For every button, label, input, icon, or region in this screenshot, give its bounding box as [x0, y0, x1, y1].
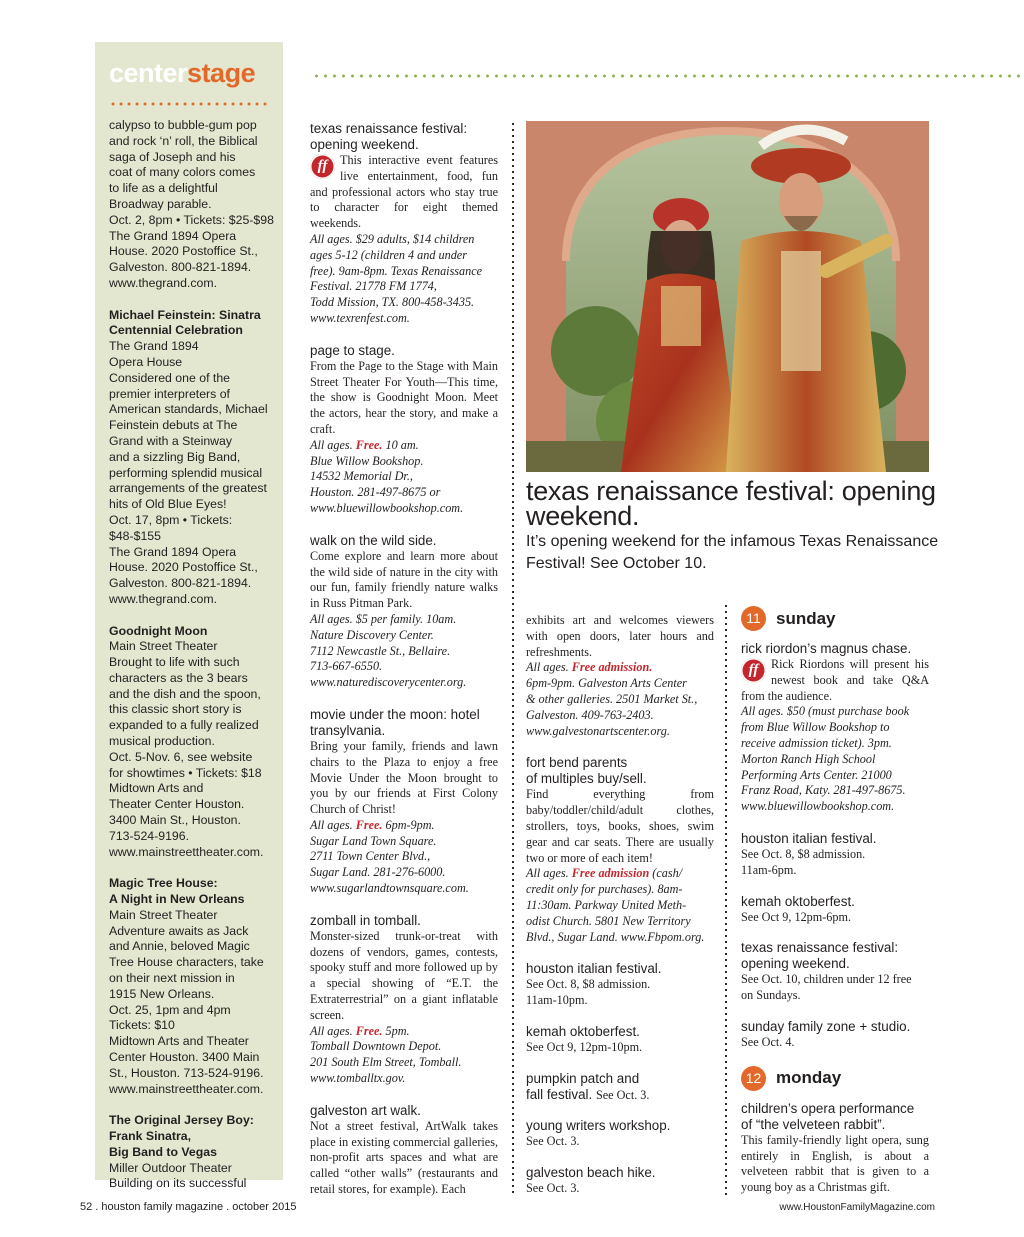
listing-title: A Night in New Orleans — [109, 892, 245, 907]
listing-description-line: Broadway parable. — [109, 196, 212, 211]
sidebar-listing — [109, 624, 277, 861]
event-listing — [741, 1101, 929, 1196]
event-title: houston italian festival. — [526, 961, 662, 977]
sidebar-listings — [109, 118, 277, 1192]
listing-description-line: and Annie, beloved Magic — [109, 939, 250, 954]
events-column-1 — [310, 121, 498, 1214]
event-title: sunday family zone + studio. — [741, 1018, 911, 1034]
event-info-line: Performing Arts Center. 21000 — [741, 767, 892, 782]
event-info-line: 11:30am. Parkway United Meth- — [526, 897, 687, 912]
day-number-badge: 11 — [741, 606, 766, 631]
event-description: This family-friendly light opera, sung entirely in English, is about a velveteen rabbit that is given to a young boy as a Christmas gift. — [741, 1132, 929, 1195]
sidebar-listing — [109, 118, 277, 292]
listing-details-line: St., Houston. 713-524-9196. — [109, 1065, 264, 1080]
event-title: kemah oktoberfest. — [741, 893, 855, 909]
event-info-line: Galveston. 409-763-2403. — [526, 707, 654, 722]
listing-title: Big Band to Vegas — [109, 1144, 217, 1159]
events-column-2 — [526, 613, 714, 1211]
listing-details-line: The Grand 1894 Opera — [109, 544, 237, 559]
listing-details-line: House. 2020 Postoffice St., — [109, 244, 258, 259]
listing-details-line: Oct. 5-Nov. 6, see website — [109, 749, 253, 764]
listing-description-line: Main Street Theater — [109, 907, 218, 922]
event-info-line: 6pm-9pm. Galveston Arts Center — [526, 676, 687, 691]
listing-description-line: Tree House characters, take — [109, 955, 264, 970]
event-info-line: 2711 Town Center Blvd., — [310, 849, 431, 864]
day-header — [741, 606, 929, 631]
event-price: All ages. Free admission. — [526, 660, 653, 675]
listing-title: Magic Tree House: — [109, 876, 218, 891]
event-info-line: ages 5-12 (children 4 and under — [310, 247, 467, 262]
event-title: zomball in tomball. — [310, 912, 421, 928]
event-info-line: Morton Ranch High School — [741, 751, 876, 766]
event-title: texas renaissance festival: opening weekend. — [310, 121, 468, 152]
event-description: From the Page to the Stage with Main Street Theater For Youth—This time, the show is Goodnight Moon. Meet the actors, hear the story, and make a craft. — [310, 358, 498, 436]
event-title: young writers workshop. — [526, 1117, 671, 1133]
listing-title: The Original Jersey Boy: — [109, 1113, 254, 1128]
free-label: Free admission — [571, 866, 650, 881]
listing-details-line: Oct. 25, 1pm and 4pm — [109, 1002, 231, 1017]
event-title: houston italian festival. — [741, 830, 877, 846]
event-info-line: See Oct. 8, $8 admission. — [526, 977, 651, 992]
event-title-line: of multiples buy/sell. — [526, 771, 647, 787]
listing-description-line: and a sizzling Big Band, — [109, 449, 241, 464]
sidebar-listing — [109, 876, 277, 1097]
event-title: movie under the moon: hotel transylvania. — [310, 706, 480, 738]
event-info-line: See Oct. 3. — [526, 1133, 580, 1148]
listing-description-line: to life as a delightful — [109, 181, 218, 196]
listing-description-line: arrangements of the greatest — [109, 481, 267, 496]
listing-gap — [109, 292, 277, 308]
sidebar-listing — [109, 1113, 277, 1192]
family-friendly-icon: ff — [741, 658, 766, 683]
listing-details-line: www.thegrand.com. — [109, 591, 217, 606]
event-listing — [741, 1019, 929, 1051]
event-info-line: & other galleries. 2501 Market St., — [526, 691, 698, 706]
event-info-line: www.bluewillowbookshop.com. — [741, 799, 895, 814]
feature-photo — [526, 121, 929, 472]
event-title: page to stage. — [310, 342, 395, 358]
event-info-line: Sugar Land. 281-276-6000. — [310, 865, 446, 880]
listing-description-line: premier interpreters of — [109, 386, 230, 401]
top-dotted-rule — [312, 74, 1020, 78]
event-info-line: See Oct 9, 12pm-6pm. — [741, 909, 852, 924]
listing-title: Michael Feinstein: Sinatra — [109, 307, 261, 322]
event-description: Find everything from baby/toddler/child/adult clothes, strollers, toys, books, shoes, swim gear and car seats. There are usually two or more of each item! — [526, 787, 714, 865]
event-info-line: www.bluewillowbookshop.com. — [310, 500, 464, 515]
listing-gap — [109, 608, 277, 624]
event-info-line: odist Church. 5801 New Territory — [526, 913, 691, 928]
family-friendly-icon: ff — [310, 154, 335, 179]
event-description: Bring your family, friends and lawn chairs to the Plaza to enjoy a free Movie Under the Moon brought to you by our friends at First Colony Church of Christ! — [310, 738, 498, 817]
event-title-line: of “the velveteen rabbit”. — [741, 1116, 886, 1132]
event-info-line: See Oct. 10, children under 12 free — [741, 972, 912, 987]
event-info-line: credit only for purchases). 8am- — [526, 882, 683, 897]
event-title: galveston art walk. — [310, 1102, 421, 1118]
listing-description-line: Building on its successful — [109, 1176, 247, 1191]
listing-description-line: coat of many colors comes — [109, 165, 256, 180]
event-listing — [741, 641, 929, 815]
event-listing — [526, 1165, 714, 1197]
listing-details-line: 3400 Main St., Houston. — [109, 813, 241, 828]
event-title: rick riordon’s magnus chase. — [741, 641, 912, 656]
listing-description-line: and rock ‘n’ roll, the Biblical — [109, 133, 258, 148]
event-listing — [310, 121, 498, 327]
listing-description-line: The Grand 1894 — [109, 339, 199, 354]
free-label: Free. — [355, 437, 383, 452]
feature-subtitle: It’s opening weekend for the infamous Texas Renaissance Festival! See October 10. — [526, 533, 939, 572]
listing-description-line: hits of Old Blue Eyes! — [109, 497, 227, 512]
listing-details-line: Galveston. 800-821-1894. — [109, 576, 252, 591]
listing-details-line: Oct. 2, 8pm • Tickets: $25-$98 — [109, 212, 274, 227]
listing-details-line: www.thegrand.com. — [109, 275, 217, 290]
event-info-line: Houston. 281-497-8675 or — [310, 485, 441, 500]
column-divider-1 — [512, 121, 514, 1197]
listing-details-line: for showtimes • Tickets: $18 — [109, 765, 262, 780]
event-info-line: Tomball Downtown Depot. — [310, 1039, 442, 1054]
listing-description-line: Brought to life with such — [109, 655, 240, 670]
page-folio: 52 . houston family magazine . october 2015 — [80, 1201, 297, 1213]
event-title-line: fall festival. See Oct. 3. — [526, 1086, 650, 1102]
listing-title: Frank Sinatra, — [109, 1129, 192, 1143]
event-title: walk on the wild side. — [310, 532, 437, 548]
listing-details-line: 713-524-9196. — [109, 828, 189, 843]
event-info-line: on Sundays. — [741, 988, 801, 1003]
sidebar-listing — [109, 308, 277, 608]
event-info-line: Franz Road, Katy. 281-497-8675. — [741, 783, 906, 798]
event-info-line: See Oct 9, 12pm-10pm. — [526, 1039, 643, 1054]
listing-description-line: on their next mission in — [109, 971, 235, 986]
event-listing — [741, 831, 929, 879]
event-price: All ages. Free. 10 am. — [310, 437, 419, 452]
listing-description-line: Miller Outdoor Theater — [109, 1160, 232, 1175]
feature-headline: texas renaissance festival: opening weekend. — [526, 476, 936, 531]
event-info-line: All ages. $29 adults, $14 children — [310, 231, 475, 246]
event-title: fort bend parents — [526, 755, 628, 771]
event-listing — [526, 1024, 714, 1056]
event-info-line: 713-667-6550. — [310, 659, 383, 674]
listing-gap — [109, 860, 277, 876]
sidebar-title: centerstage — [109, 58, 256, 88]
event-info-line: www.naturediscoverycenter.org. — [310, 675, 467, 690]
event-description: ff Rick Riordons will present his newest book and take Q&A from the audience. — [741, 657, 929, 703]
event-description: Monster-sized trunk-or-treat with dozens of vendors, games, contests, spooky stuff and more followed up by a special showing of “E.T. the Extraterrestrial” on a giant inflatable screen. — [310, 928, 498, 1022]
listing-description-line: calypso to bubble-gum pop — [109, 118, 257, 132]
event-info-line: All ages. $50 (must purchase book — [741, 704, 910, 719]
event-info-line: www.texrenfest.com. — [310, 310, 410, 325]
website-url: www.HoustonFamilyMagazine.com — [779, 1202, 935, 1213]
event-info-line: receive admission ticket). 3pm. — [741, 735, 892, 750]
day-name: monday — [776, 1068, 842, 1088]
listing-description-line: Opera House — [109, 354, 183, 369]
event-listing — [526, 755, 714, 945]
day-header — [741, 1066, 929, 1091]
listing-description-line: musical production. — [109, 734, 215, 749]
listing-gap — [109, 1097, 277, 1113]
event-listing — [741, 940, 929, 1004]
event-info-line: All ages. $5 per family. 10am. — [310, 611, 457, 626]
event-info-line: free). 9am-8pm. Texas Renaissance — [310, 263, 483, 278]
event-description: exhibits art and welcomes viewers with open doors, later hours and refreshments. — [526, 613, 714, 659]
event-price: All ages. Free. 6pm-9pm. — [310, 817, 435, 832]
event-info-line: Nature Discovery Center. — [310, 627, 434, 642]
listing-details-line: www.mainstreettheater.com. — [109, 1081, 264, 1096]
event-info-line: Blue Willow Bookshop. — [310, 453, 424, 468]
event-info-line: See Oct. 3. — [526, 1180, 580, 1195]
event-title: kemah oktoberfest. — [526, 1023, 640, 1039]
listing-details-line: Theater Center Houston. — [109, 797, 245, 812]
event-info-line: 11am-10pm. — [526, 993, 588, 1008]
event-info-line: Festival. 21778 FM 1774, — [310, 279, 437, 294]
listing-description-line: this classic short story is — [109, 702, 242, 717]
event-info-line: See Oct. 4. — [741, 1034, 795, 1049]
center-stage-sidebar — [95, 42, 283, 1191]
event-info-line: 201 South Elm Street, Tomball. — [310, 1055, 462, 1070]
event-info-line: 7112 Newcastle St., Bellaire. — [310, 643, 451, 658]
event-info-line: www.galvestonartscenter.org. — [526, 723, 670, 738]
event-info-line: from Blue Willow Bookshop to — [741, 720, 890, 735]
listing-description-line: expanded to a fully realized — [109, 718, 259, 733]
listing-details-line: Tickets: $10 — [109, 1018, 175, 1033]
event-price: All ages. Free. 5pm. — [310, 1023, 410, 1038]
event-title: pumpkin patch and — [526, 1070, 640, 1086]
day-number-badge: 12 — [741, 1066, 766, 1091]
free-label: Free admission. — [571, 660, 653, 675]
listing-description-line: Considered one of the — [109, 370, 231, 385]
sidebar-dotted-rule — [109, 102, 269, 106]
free-label: Free. — [355, 817, 383, 832]
event-listing — [741, 894, 929, 926]
listing-details-line: Galveston. 800-821-1894. — [109, 260, 252, 275]
listing-details-line: Midtown Arts and Theater — [109, 1034, 249, 1049]
event-description: Not a street festival, ArtWalk takes place in existing commercial galleries, non-profit arts spaces and what are called “other walls” (restaurants and retail stores, for example). Each — [310, 1118, 498, 1197]
event-price: All ages. Free admission (cash/ — [526, 866, 683, 881]
free-label: Free. — [355, 1023, 383, 1038]
listing-details-line: www.mainstreettheater.com. — [109, 844, 264, 859]
event-listing — [310, 707, 498, 897]
listing-description-line: Feinstein debuts at The — [109, 418, 238, 433]
event-listing — [310, 1103, 498, 1198]
listing-description-line: 1915 New Orleans. — [109, 986, 215, 1001]
listing-description-line: American standards, Michael — [109, 402, 268, 417]
event-description: ff This interactive event features live entertainment, food, fun and professional actors who stay true to character for eight themed weekends. — [310, 153, 498, 231]
listing-details-line: Oct. 17, 8pm • Tickets: $48-$155 — [109, 512, 233, 543]
events-column-3 — [741, 606, 929, 1196]
event-listing — [526, 961, 714, 1009]
listing-description-line: Adventure awaits as Jack — [109, 923, 249, 938]
event-info-line: Todd Mission, TX. 800-458-3435. — [310, 295, 475, 310]
listing-description-line: Grand with a Steinway — [109, 433, 233, 448]
event-info-line: www.sugarlandtownsquare.com. — [310, 881, 469, 896]
listing-description-line: saga of Joseph and his — [109, 149, 236, 164]
listing-title: Goodnight Moon — [109, 623, 208, 638]
listing-details-line: Midtown Arts and — [109, 781, 204, 796]
column-divider-2 — [725, 603, 727, 1197]
event-title-line: opening weekend. — [741, 956, 850, 972]
event-info-line: 14532 Memorial Dr., — [310, 469, 413, 484]
event-date: See Oct. 3. — [595, 1087, 650, 1102]
event-title: children’s opera performance — [741, 1100, 915, 1116]
listing-description-line: performing splendid musical — [109, 465, 263, 480]
listing-description-line: characters as the 3 bears — [109, 670, 248, 685]
event-listing — [526, 1071, 714, 1103]
day-name: sunday — [776, 608, 836, 628]
event-listing — [310, 533, 498, 691]
event-info-line: www.tomballtx.gov. — [310, 1071, 406, 1086]
event-listing — [310, 343, 498, 517]
event-continuation — [526, 613, 714, 739]
event-title: texas renaissance festival: — [741, 940, 899, 956]
listing-details-line: Center Houston. 3400 Main — [109, 1050, 260, 1065]
event-description: Come explore and learn more about the wild side of nature in the city with our fun, family friendly nature walks in Russ Pitman Park. — [310, 548, 498, 611]
event-listing — [526, 1118, 714, 1150]
listing-details-line: House. 2020 Postoffice St., — [109, 560, 258, 575]
listing-title: Centennial Celebration — [109, 323, 243, 338]
event-info-line: See Oct. 8, $8 admission. — [741, 846, 866, 861]
event-info-line: Blvd., Sugar Land. www.Fbpom.org. — [526, 929, 705, 944]
event-info-line: Sugar Land Town Square. — [310, 833, 437, 848]
listing-details-line: The Grand 1894 Opera — [109, 228, 237, 243]
event-info-line: 11am-6pm. — [741, 862, 797, 877]
event-listing — [310, 913, 498, 1087]
listing-description-line: Main Street Theater — [109, 639, 218, 654]
listing-description-line: and the dish and the spoon, — [109, 686, 261, 701]
event-title: galveston beach hike. — [526, 1164, 656, 1180]
